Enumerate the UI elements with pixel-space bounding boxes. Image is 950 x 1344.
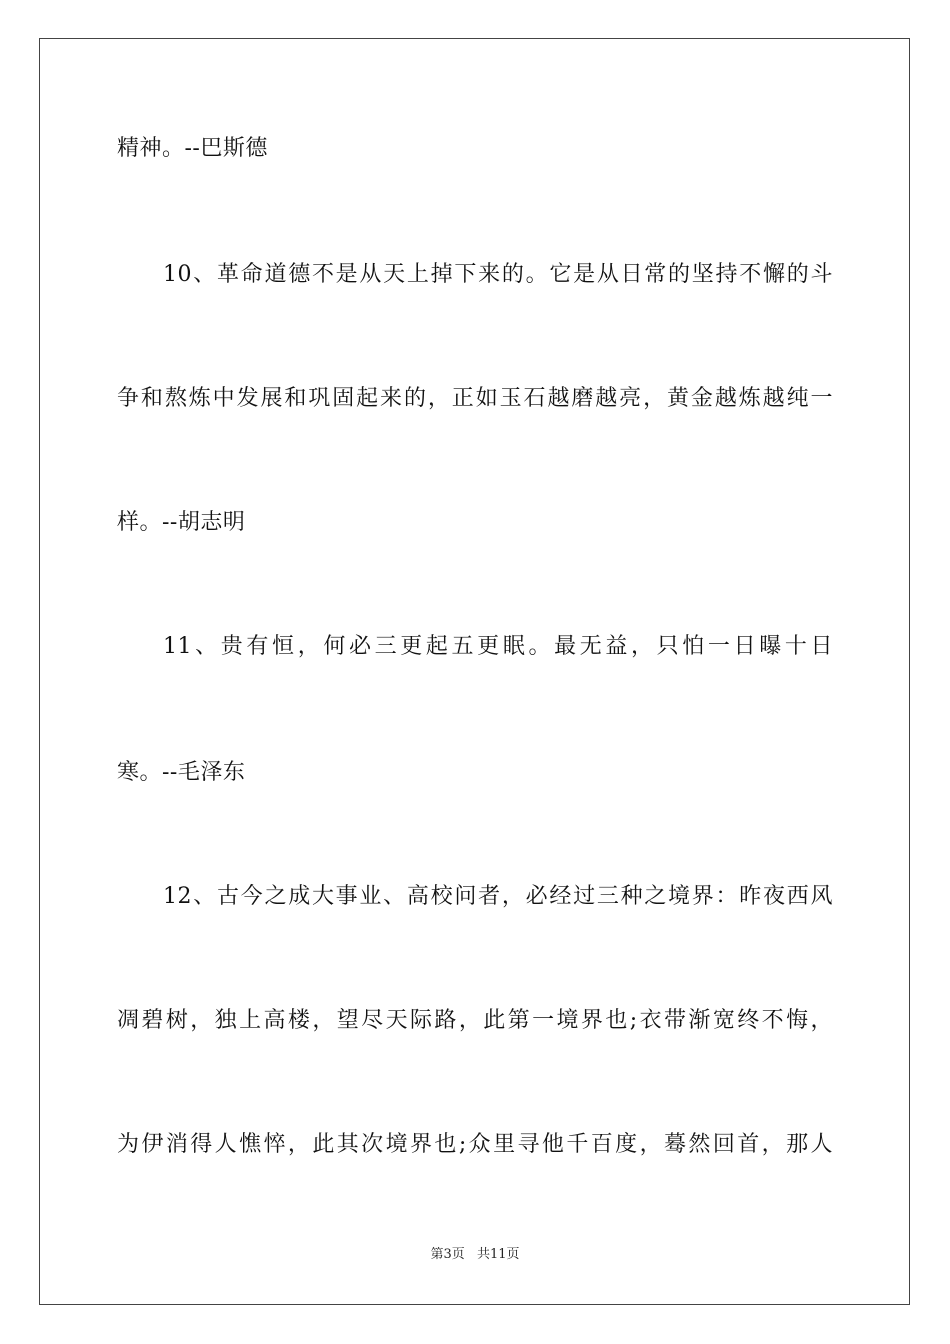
text-line-2: 10、革命道德不是从天上掉下来的。它是从日常的坚持不懈的斗 — [163, 262, 833, 287]
text-line-7: 12、古今之成大事业、高校问者，必经过三种之境界：昨夜西风 — [163, 884, 833, 909]
text-line-9: 为伊消得人憔悴，此其次境界也;众里寻他千百度，蓦然回首，那人 — [117, 1132, 833, 1157]
page-border — [39, 38, 910, 1305]
text-line-4: 样。--胡志明 — [117, 510, 246, 535]
page-footer — [0, 1246, 950, 1264]
text-line-3: 争和熬炼中发展和巩固起来的，正如玉石越磨越亮，黄金越炼越纯一 — [117, 386, 833, 411]
text-line-8: 凋碧树，独上高楼，望尽天际路，此第一境界也;衣带渐宽终不悔， — [117, 1008, 833, 1033]
page-total: 共11页 — [476, 1247, 520, 1262]
text-line-5: 11、贵有恒，何必三更起五更眠。最无益，只怕一日曝十日 — [163, 634, 833, 659]
page-number: 第3页 — [430, 1247, 465, 1262]
text-line-6: 寒。--毛泽东 — [117, 760, 246, 785]
text-line-1: 精神。--巴斯德 — [117, 136, 268, 161]
